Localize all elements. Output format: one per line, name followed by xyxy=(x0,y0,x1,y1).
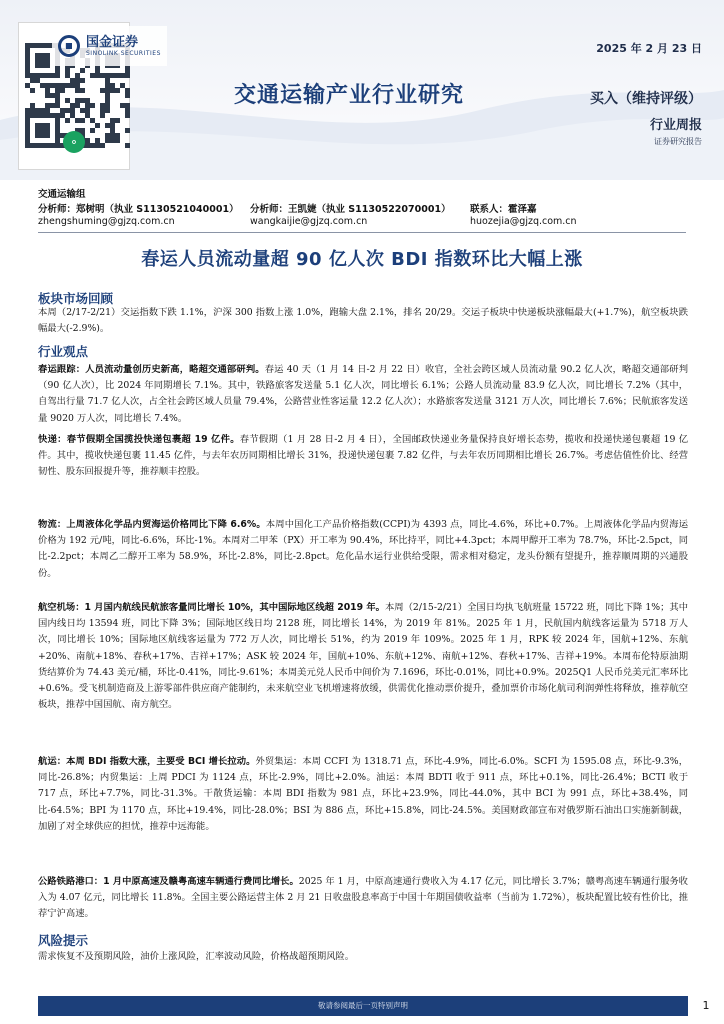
page-number: 1 xyxy=(688,996,724,1016)
viewpoint-spring-travel xyxy=(38,362,688,427)
analyst-1-email[interactable]: zhengshuming@gjzq.com.cn xyxy=(38,216,175,227)
qr-cell xyxy=(125,93,130,98)
qr-cell xyxy=(115,138,120,143)
qr-cell xyxy=(60,88,65,93)
footer-band xyxy=(38,996,688,1016)
report-header xyxy=(0,0,724,180)
viewpoint-lead: 航运：本周 BDI 指数大涨，主要受 BCI 增长拉动。 xyxy=(38,756,256,767)
analyst-emails-row xyxy=(38,216,688,230)
qr-cell xyxy=(30,88,35,93)
viewpoint-body: 春节假期（1 月 28 日-2 月 4 日），全国邮政快递业务量保持良好增长态势，揽收和投递快递包裹超 19 亿件。其中，揽收快递包裹 11.45 亿件，与去年农历同期相比增长 31%，投递快递包裹 7.82 亿件，与去年农历同期相比增长 26.7%。考虑估值性价比、经营韧性、股东回报提升等，推荐顺丰控股。 xyxy=(38,434,688,478)
analyst-1: 分析师：郑树明（执业 S1130521040001） xyxy=(38,204,239,215)
viewpoint-aviation xyxy=(38,600,688,713)
qr-cell xyxy=(80,118,85,123)
analyst-team: 交通运输组 xyxy=(38,189,86,200)
contact-person: 联系人：霍泽嘉 xyxy=(470,204,537,215)
qr-cell xyxy=(125,113,130,118)
logo-mark-icon xyxy=(58,35,80,57)
qr-cell xyxy=(45,63,50,68)
qr-cell xyxy=(80,68,85,73)
qr-cell xyxy=(95,123,100,128)
viewpoint-body: 2025 年 1 月，中原高速通行费收入为 4.17 亿元，同比增长 3.7%；赣粤高速车辆通行服务收入为 4.07 亿元，同比增长 11.8%。全国主要公路运营主体 2 月 21 日收盘股息率高于中国十年期国债收益率（当前为 1.72%），板块配置比较有性价比，推荐宁沪高速。 xyxy=(38,876,688,920)
report-title: 交通运输产业行业研究 xyxy=(234,83,465,108)
viewpoint-lead: 航空机场：1 月国内航线民航旅客量同比增长 10%，其中国际地区线超 2019 年。 xyxy=(38,602,385,613)
logo-name-en: SINOLINK SECURITIES xyxy=(86,49,161,57)
qr-cell xyxy=(55,73,60,78)
report-type: 证券研究报告 xyxy=(654,137,702,146)
section-title-risk: 风险提示 xyxy=(38,933,89,948)
qr-cell xyxy=(80,88,85,93)
viewpoint-body: 本周（2/15-2/21）全国日均执飞航班量 15722 班，同比下降 1%；其中国内线日均 13594 班，同比下降 3%；国际地区线日均 2128 班，同比增长 14%，为 2019 年 81%。2025 年 1 月，民航国内航线客运量为 5718 万人次，同比增长 10%；国际地区航线客运量为 772 万人次，同比增长 51%，约为 2019 年 109%。2025 年 1 月，RPK 较 2024 年，国航+12%、东航+20%、南航+18%、春秋+17%、吉祥+17%；ASK 较 2024 年，国航+10%、东航+12%、南航+12%、春秋+17%、吉祥+19%。本周布伦特原油期货结算价为 74.43 美元/桶，环比-0.41%，同比-9.61%；本周美元兑人民币中间价为 7.1696，环比-0.01%，同比+0.9%。2025Q1 人民币兑美元汇率环比+0.6%。受飞机制造商及上游零部件供应商产能制约，未来航空业飞机增速将放缓，供需优化推动票价提升，叠加票价市场化航司利润弹性将释放，推荐航空板块，推荐中国国航、南方航空。 xyxy=(38,602,689,711)
analyst-names-row xyxy=(38,201,688,215)
analyst-2: 分析师：王凯婕（执业 S1130522070001） xyxy=(250,204,451,215)
section-title-market-review: 板块市场回顾 xyxy=(38,291,114,306)
rating-badge: 买入（维持评级） xyxy=(590,91,702,107)
viewpoint-highway-rail-port xyxy=(38,874,688,923)
qr-cell xyxy=(90,103,95,108)
qr-cell xyxy=(115,88,120,93)
report-headline: 春运人员流动量超 90 亿人次 BDI 指数环比大幅上涨 xyxy=(141,249,583,270)
logo-name-cn: 国金证券 xyxy=(86,34,139,50)
qr-cell xyxy=(125,143,130,148)
qr-cell xyxy=(125,73,130,78)
contact-email[interactable]: huozejia@gjzq.com.cn xyxy=(470,216,577,227)
viewpoint-shipping xyxy=(38,754,688,835)
viewpoint-lead: 物流：上周液体化学品内贸海运价格同比下降 6.6%。 xyxy=(38,519,266,530)
viewpoint-body: 外贸集运：本周 CCFI 为 1318.71 点，环比-4.9%，同比-6.0%。SCFI 为 1595.08 点，环比-9.3%，同比-26.8%；内贸集运：上周 PDCI 为 1124 点，环比-2.9%，同比+2.0%。油运：本周 BDTI 收于 911 点，环比+0.1%，同比-26.4%；BCTI 收于 717 点，环比+7.7%，同比-31.3%。干散货运输：本周 BDI 指数为 981 点，环比+23.9%，同比-44.0%，其中 BCI 为 991 点，环比+38.4%，同比-64.5%；BPI 为 1170 点，环比+19.4%，同比-28.0%；BSI 为 886 点，环比+15.8%，同比-24.5%。美国财政部宣布对俄罗斯石油出口实施新制裁，加剧了对全球供应的担忧，推荐中远海能。 xyxy=(38,756,688,832)
wechat-icon: ⚬ xyxy=(63,131,85,153)
report-kind: 行业周报 xyxy=(649,118,702,133)
qr-cell xyxy=(125,128,130,133)
qr-cell xyxy=(100,113,105,118)
viewpoint-lead: 公路铁路港口：1 月中原高速及赣粤高速车辆通行费同比增长。 xyxy=(38,876,299,887)
risk-text: 需求恢复不及预期风险，油价上涨风险，汇率波动风险，价格战超预期风险。 xyxy=(38,951,355,962)
viewpoint-body: 春运 40 天（1 月 14 日-2 月 22 日）收官，全社会跨区域人员流动量 90.2 亿人次，略超交通部研判（90 亿人次），比 2024 年同期增长 7.1%。其中，铁路旅客发送量 5.1 亿人次，同比增长 6.1%；公路人员流动量 83.9 亿人次，同比增长 7.2%（其中，自驾出行量 71.7 亿人次，占全社会跨区域人员量 79.4%，公路营业性客运量 12.2 亿人次）；水路旅客发送量 3121 万人次，同比增长 7.6%；民航旅客发送量 9020 万人次，同比增长 7.4%。 xyxy=(38,364,688,424)
footer-disclaimer[interactable]: 敬请参阅最后一页特别声明 xyxy=(318,1001,408,1010)
market-review-text: 本周（2/17-2/21）交运指数下跌 1.1%，沪深 300 指数上涨 1.0%，跑输大盘 2.1%，排名 20/29。交运子板块中快递板块涨幅最大(+1.7%)，航空板块跌幅最大(-2.9%)。 xyxy=(38,307,688,335)
qr-cell xyxy=(80,78,85,83)
qr-cell xyxy=(65,118,70,123)
qr-cell xyxy=(45,133,50,138)
qr-cell xyxy=(105,108,110,113)
qr-cell xyxy=(100,143,105,148)
report-date: 2025 年 2 月 23 日 xyxy=(596,42,702,55)
viewpoint-body: 本周中国化工产品价格指数(CCPI)为 4393 点，同比-4.6%，环比+0.7%。上周液体化学品内贸海运价格为 192 元/吨，同比-6.6%，环比-1%。本周对二甲苯（PX）开工率为 90.4%，环比持平，同比+4.3pct；本周甲醇开工率为 78.7%，环比-2.5pct，同比-2.2pct；本周乙二醇开工率为 58.9%，环比-2.8%，同比-2.8pct。危化品水运行业供给受限，需求相对稳定，龙头份额有望提升，推荐顺周期的兴通股份。 xyxy=(38,519,688,579)
divider xyxy=(38,232,686,233)
company-logo xyxy=(52,26,167,66)
qr-cell xyxy=(115,118,120,123)
viewpoint-logistics xyxy=(38,517,688,582)
viewpoint-lead: 春运跟踪：人员流动量创历史新高，略超交通部研判。 xyxy=(38,364,265,375)
qr-cell xyxy=(90,128,95,133)
viewpoint-express xyxy=(38,432,688,481)
viewpoint-lead: 快递：春节假期全国揽投快递包裹超 19 亿件。 xyxy=(38,434,240,445)
analyst-2-email[interactable]: wangkaijie@gjzq.com.cn xyxy=(250,216,368,227)
section-title-viewpoints: 行业观点 xyxy=(38,344,89,359)
